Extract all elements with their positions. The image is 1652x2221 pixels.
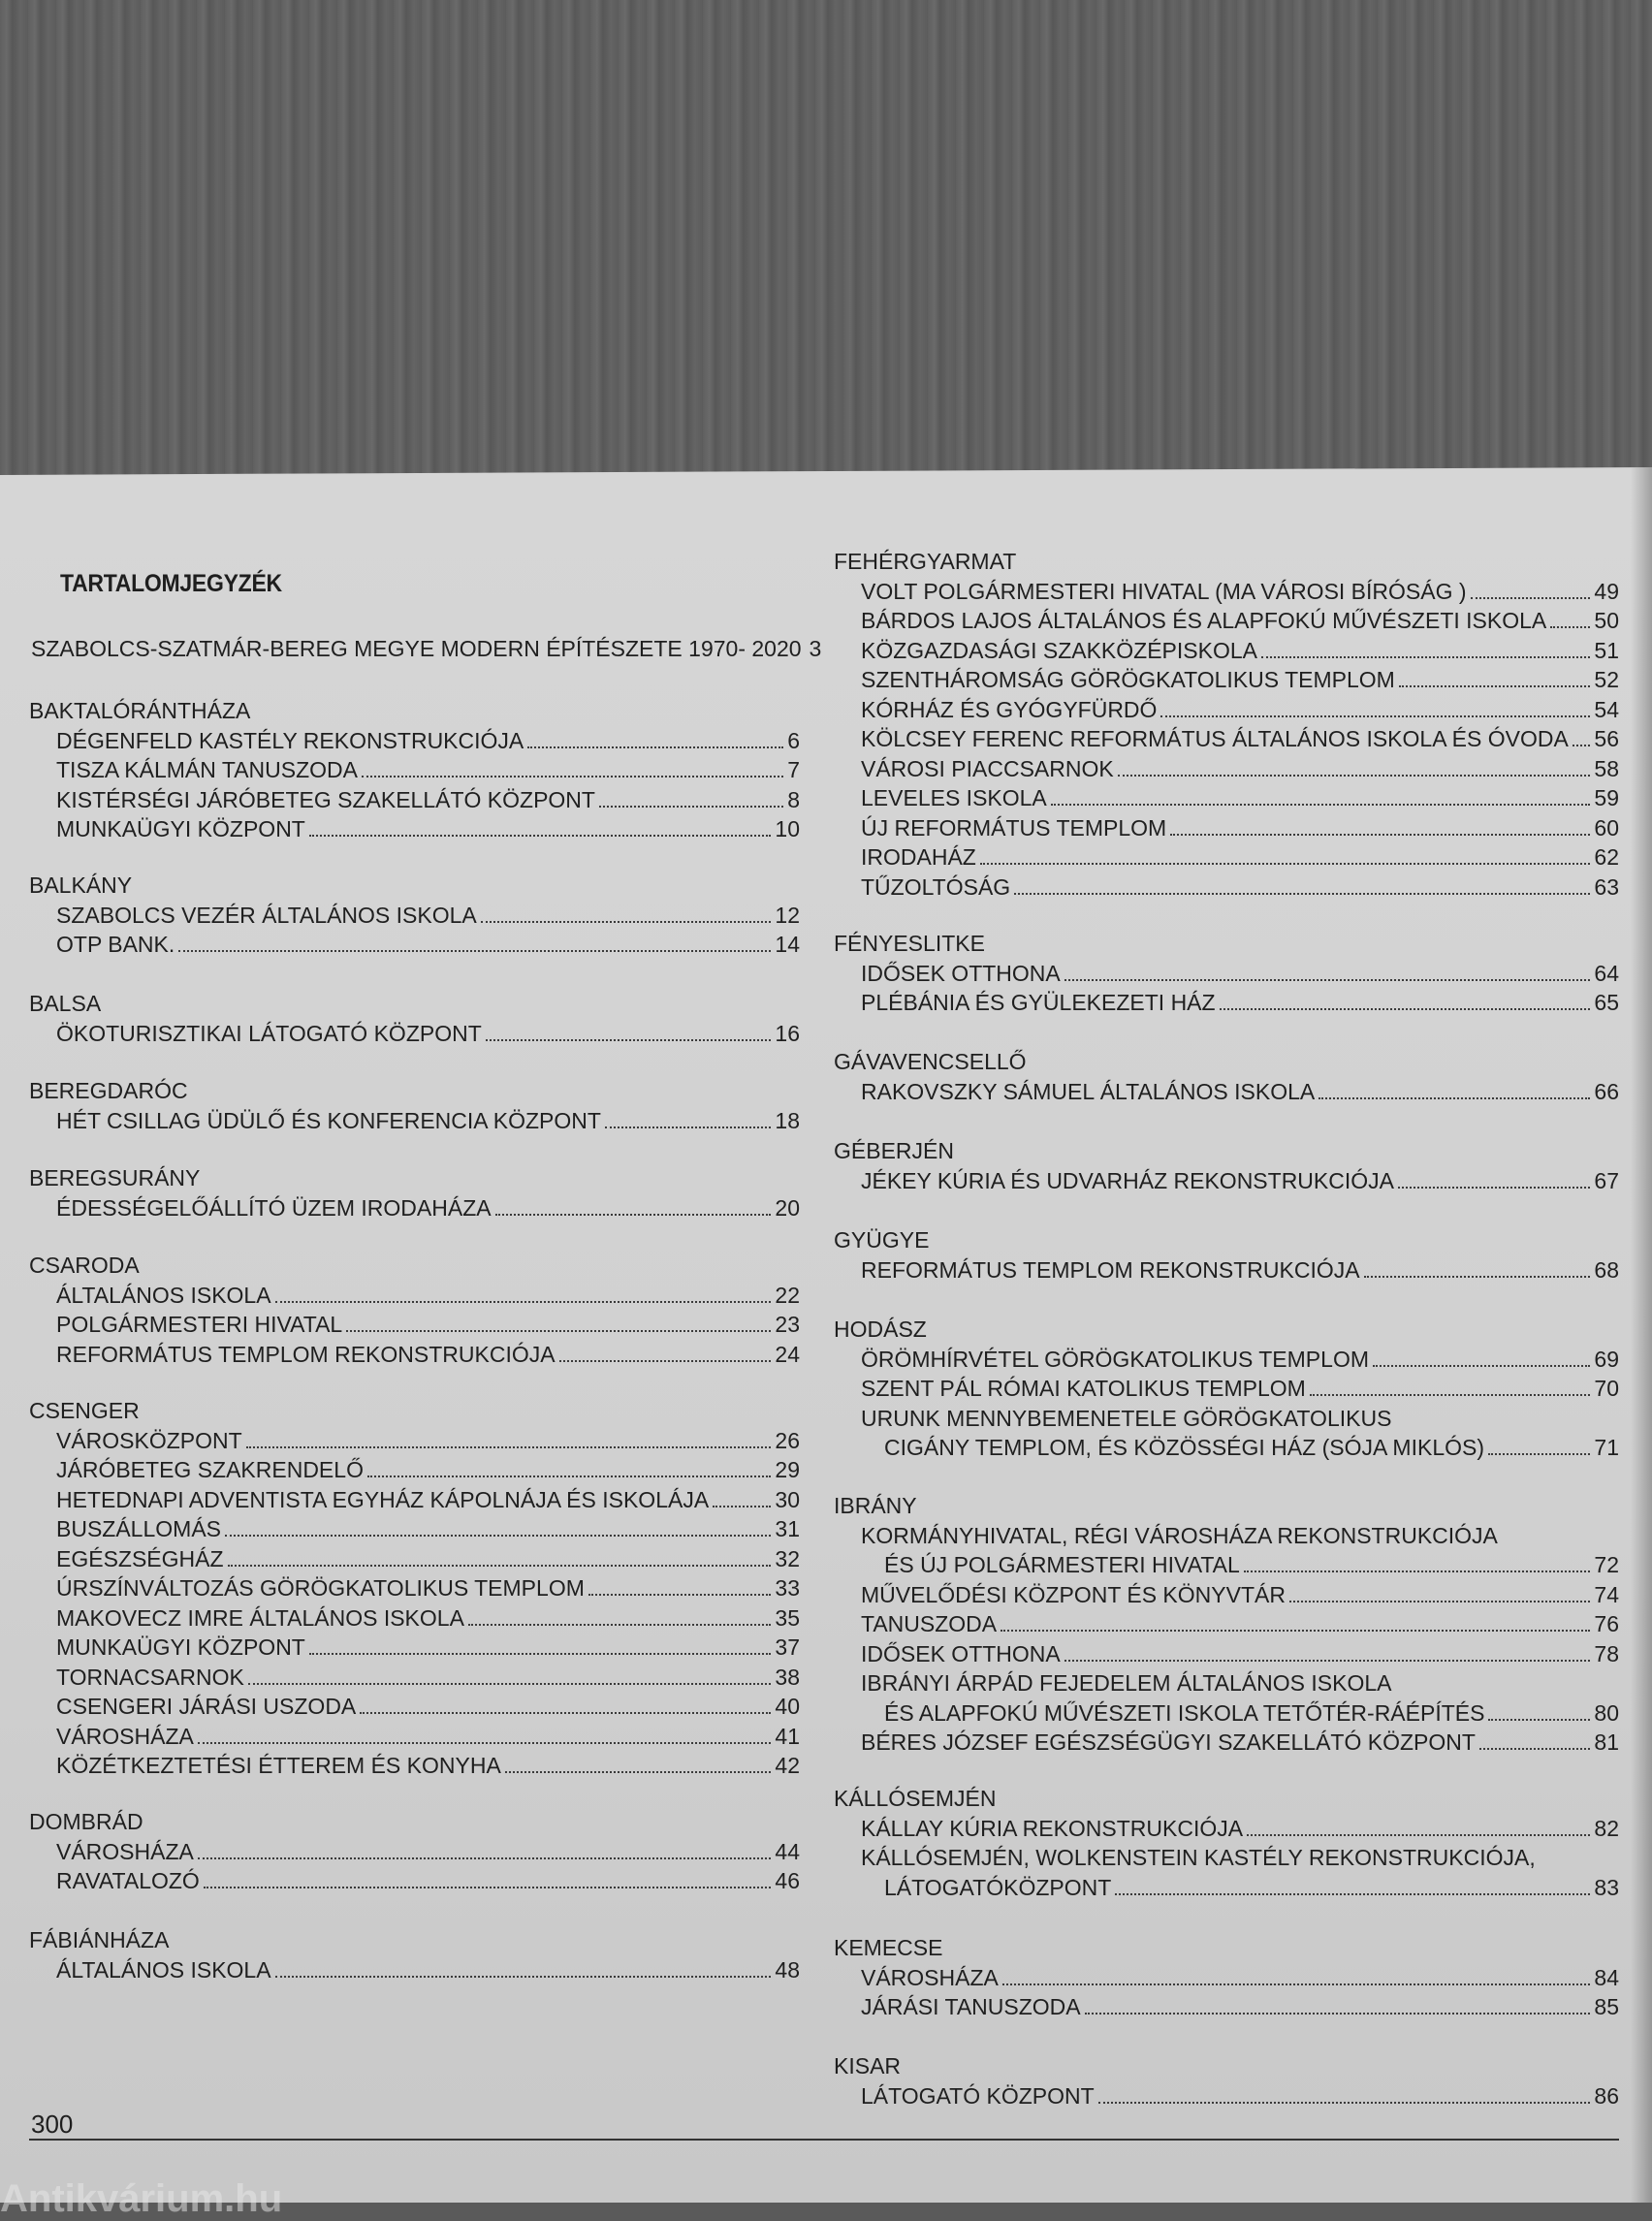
dot-leader — [486, 1039, 772, 1041]
dot-leader — [505, 1771, 772, 1773]
dot-leader — [1573, 745, 1591, 746]
toc-entry-title: IRODAHÁZ — [861, 844, 976, 870]
toc-city-heading: FÉNYESLITKE — [834, 931, 985, 956]
toc-entry-title: JÉKEY KÚRIA ÉS UDVARHÁZ REKONSTRUKCIÓJA — [861, 1167, 1394, 1193]
toc-entry-title: IDŐSEK OTTHONA — [861, 1640, 1061, 1666]
toc-city-heading: KÁLLÓSEMJÉN — [834, 1786, 997, 1811]
toc-entry-page: 58 — [1594, 755, 1619, 781]
toc-entry-title: MUNKAÜGYI KÖZPONT — [56, 1634, 305, 1660]
toc-entry — [884, 1552, 1619, 1577]
toc-entry — [861, 1994, 1619, 2019]
toc-entry-title: PLÉBÁNIA ÉS GYÜLEKEZETI HÁZ — [861, 990, 1216, 1015]
toc-entry — [861, 1079, 1619, 1104]
toc-entry-title: HETEDNAPI ADVENTISTA EGYHÁZ KÁPOLNÁJA ÉS ISKOLÁJA — [56, 1486, 710, 1512]
toc-entry-title: BÉRES JÓZSEF EGÉSZSÉGÜGYI SZAKELLÁTÓ KÖZPONT — [861, 1729, 1476, 1755]
dot-leader — [309, 835, 772, 837]
toc-entry — [56, 1957, 800, 1983]
toc-entry-page: 44 — [775, 1838, 800, 1864]
toc-city-heading: GÁVAVENCSELLŐ — [834, 1049, 1027, 1074]
dot-leader — [1064, 979, 1591, 981]
toc-entry-page: 48 — [775, 1956, 800, 1983]
toc-entry — [56, 1195, 800, 1221]
toc-entry-title: ÚJ REFORMÁTUS TEMPLOM — [861, 814, 1167, 841]
dot-leader — [468, 1624, 771, 1626]
toc-entry-page: 52 — [1594, 667, 1619, 692]
toc-entry-title-cont: ÉS ALAPFOKÚ MŰVÉSZETI ISKOLA TETŐTÉR-RÁÉPÍTÉS — [884, 1699, 1485, 1726]
dot-leader — [1488, 1453, 1590, 1455]
toc-entry-page: 10 — [775, 816, 800, 841]
toc-entry — [56, 1634, 800, 1660]
toc-entry-page: 20 — [775, 1194, 800, 1221]
dot-leader — [527, 746, 783, 748]
toc-entry-title: SZABOLCS VEZÉR ÁLTALÁNOS ISKOLA — [56, 902, 477, 928]
toc-entry-title: JÁRÓBETEG SZAKRENDELŐ — [56, 1457, 364, 1482]
toc-entry-title: ÁLTALÁNOS ISKOLA — [56, 1956, 271, 1983]
toc-entry — [56, 1312, 800, 1337]
toc-entry-title: TŰZOLTÓSÁG — [861, 873, 1011, 900]
toc-entry-page: 80 — [1594, 1699, 1619, 1726]
toc-entry — [56, 1575, 800, 1601]
toc-entry-title: VOLT POLGÁRMESTERI HIVATAL (MA VÁROSI BÍRÓSÁG ) — [861, 578, 1467, 604]
toc-city-heading: BALSA — [29, 991, 102, 1016]
toc-entry-page: 6 — [787, 727, 800, 753]
toc-entry — [861, 961, 1619, 986]
toc-entry-page: 24 — [775, 1341, 800, 1367]
toc-entry — [861, 726, 1619, 751]
toc-entry-page: 14 — [775, 932, 800, 957]
toc-city-heading: BALKÁNY — [29, 873, 133, 898]
toc-entry — [861, 1816, 1619, 1841]
toc-entry-page: 33 — [775, 1575, 800, 1601]
dot-leader — [1115, 1893, 1590, 1895]
toc-entry-page: 29 — [775, 1457, 800, 1482]
toc-entry — [861, 1257, 1619, 1283]
toc-entry — [861, 1965, 1619, 1990]
toc-entry-title: POLGÁRMESTERI HIVATAL — [56, 1312, 343, 1337]
toc-entry — [861, 990, 1619, 1015]
toc-entry-title: MŰVELŐDÉSI KÖZPONT ÉS KÖNYVTÁR — [861, 1581, 1286, 1607]
toc-entry — [56, 787, 800, 812]
toc-entry-page: 85 — [1594, 1994, 1619, 2019]
toc-entry-title: OTP BANK. — [56, 932, 175, 957]
toc-entry-title: MUNKAÜGYI KÖZPONT — [56, 816, 305, 841]
dot-leader — [360, 1712, 771, 1714]
wood-background — [0, 0, 1652, 504]
toc-entry — [861, 815, 1619, 841]
dot-leader — [1170, 834, 1590, 836]
toc-entry-page: 64 — [1594, 960, 1619, 986]
dot-leader — [980, 863, 1591, 865]
toc-entry-page: 16 — [775, 1020, 800, 1046]
toc-entry-title: KÖZÉTKEZTETÉSI ÉTTEREM ÉS KONYHA — [56, 1753, 501, 1778]
toc-entry-page: 42 — [775, 1753, 800, 1778]
toc-entry — [56, 932, 800, 957]
toc-entry-page: 63 — [1594, 873, 1619, 900]
toc-entry-page: 26 — [775, 1427, 800, 1453]
toc-city-heading: KISAR — [834, 2053, 902, 2078]
toc-entry — [884, 1875, 1619, 1900]
footer-rule — [29, 2139, 1619, 2141]
toc-entry-title: IBRÁNYI ÁRPÁD FEJEDELEM ÁLTALÁNOS ISKOLA — [861, 1670, 1392, 1696]
toc-entry — [56, 1487, 800, 1512]
dot-leader — [1488, 1719, 1590, 1721]
dot-leader — [309, 1653, 772, 1655]
dot-leader — [346, 1330, 771, 1332]
toc-entry-title: VÁROSHÁZA — [56, 1838, 194, 1864]
toc-entry-page: 70 — [1594, 1376, 1619, 1401]
dot-leader — [367, 1475, 771, 1477]
toc-city-heading: FEHÉRGYARMAT — [834, 549, 1017, 574]
toc-entry-page: 68 — [1594, 1256, 1619, 1283]
toc-entry-title: LEVELES ISKOLA — [861, 785, 1047, 810]
toc-entry-title: JÁRÁSI TANUSZODA — [861, 1994, 1081, 2019]
toc-entry-title: REFORMÁTUS TEMPLOM REKONSTRUKCIÓJA — [56, 1341, 556, 1367]
toc-entry-page: 23 — [775, 1312, 800, 1337]
toc-entry-page: 69 — [1594, 1346, 1619, 1372]
toc-intro-entry — [31, 636, 822, 661]
toc-entry-title: TANUSZODA — [861, 1611, 998, 1636]
toc-entry-page: 51 — [1594, 637, 1619, 663]
toc-entry-title-cont: CIGÁNY TEMPLOM, ÉS KÖZÖSSÉGI HÁZ (SÓJA MIKLÓS) — [884, 1435, 1485, 1460]
toc-entry-title: TORNACSARNOK — [56, 1664, 244, 1690]
dot-leader — [204, 1887, 772, 1888]
toc-entry-title: DÉGENFELD KASTÉLY REKONSTRUKCIÓJA — [56, 727, 524, 753]
toc-entry-page: 22 — [775, 1282, 800, 1308]
toc-entry-page: 76 — [1594, 1611, 1619, 1636]
toc-entry — [56, 1283, 800, 1308]
dot-leader — [1014, 893, 1590, 895]
toc-entry-title: VÁROSKÖZPONT — [56, 1427, 242, 1453]
toc-entry-title: VÁROSI PIACCSARNOK — [861, 755, 1114, 781]
toc-entry — [861, 608, 1619, 633]
toc-entry-page: 7 — [787, 757, 800, 782]
toc-entry — [884, 1700, 1619, 1726]
dot-leader — [495, 1214, 772, 1216]
toc-city-heading: BAKTALÓRÁNTHÁZA — [29, 698, 251, 723]
toc-entry-page: 41 — [775, 1723, 800, 1749]
dot-leader — [1244, 1571, 1591, 1572]
dot-leader — [1064, 1660, 1591, 1662]
dot-leader — [1001, 1630, 1590, 1632]
toc-entry-page: 67 — [1594, 1167, 1619, 1193]
toc-entry-page: 12 — [775, 902, 800, 928]
toc-entry-page: 54 — [1594, 696, 1619, 722]
toc-entry-page: 84 — [1594, 1964, 1619, 1990]
toc-city-heading: BEREGSURÁNY — [29, 1165, 201, 1190]
toc-entry — [56, 1516, 800, 1541]
toc-city-heading: GYÜGYE — [834, 1227, 930, 1253]
toc-entry-title-cont: ÉS ÚJ POLGÁRMESTERI HIVATAL — [884, 1552, 1240, 1577]
toc-entry-page: 8 — [787, 786, 800, 812]
toc-entry-page: 66 — [1594, 1078, 1619, 1104]
dot-leader — [1118, 775, 1591, 777]
toc-entry-title: HÉT CSILLAG ÜDÜLŐ ÉS KONFERENCIA KÖZPONT — [56, 1107, 601, 1133]
toc-entry — [861, 844, 1619, 870]
toc-entry-title: ÖRÖMHÍRVÉTEL GÖRÖGKATOLIKUS TEMPLOM — [861, 1346, 1369, 1372]
dot-leader — [275, 1976, 772, 1978]
dot-leader — [1051, 804, 1591, 806]
dot-leader — [588, 1594, 772, 1596]
toc-entry — [56, 1753, 800, 1778]
toc-entry-page: 18 — [775, 1107, 800, 1133]
toc-entry-page: 40 — [775, 1694, 800, 1719]
toc-city-heading: DOMBRÁD — [29, 1809, 143, 1834]
dot-leader — [599, 806, 783, 808]
toc-entry-page: 38 — [775, 1664, 800, 1690]
dot-leader — [1247, 1834, 1590, 1836]
toc-entry — [861, 1376, 1619, 1401]
toc-entry-title: KÖLCSEY FERENC REFORMÁTUS ÁLTALÁNOS ISKOLA ÉS ÓVODA — [861, 726, 1569, 751]
toc-entry — [56, 757, 800, 782]
toc-entry-page: 37 — [775, 1634, 800, 1660]
toc-entry-title: BUSZÁLLOMÁS — [56, 1516, 221, 1541]
toc-entry-page: 86 — [1594, 2082, 1619, 2109]
toc-entry-page: 72 — [1594, 1552, 1619, 1577]
toc-entry-title: ÉDESSÉGELŐÁLLÍTÓ ÜZEM IRODAHÁZA — [56, 1194, 492, 1221]
toc-entry-page: 65 — [1594, 990, 1619, 1015]
toc-entry-page: 56 — [1594, 726, 1619, 751]
page-number: 300 — [31, 2110, 74, 2139]
toc-entry — [861, 1641, 1619, 1666]
toc-entry — [861, 756, 1619, 781]
dot-leader — [481, 921, 772, 923]
dot-leader — [1261, 656, 1590, 658]
toc-city-heading: GÉBERJÉN — [834, 1138, 954, 1163]
toc-entry — [56, 1021, 800, 1046]
toc-entry — [861, 638, 1619, 663]
toc-entry-title: SZABOLCS-SZATMÁR-BEREG MEGYE MODERN ÉPÍTÉSZETE 1970- 2020 — [31, 636, 802, 661]
dot-leader — [362, 776, 783, 777]
toc-city-heading: BEREGDARÓC — [29, 1078, 188, 1103]
dot-leader — [1471, 597, 1591, 599]
toc-entry-title: KISTÉRSÉGI JÁRÓBETEG SZAKELLÁTÓ KÖZPONT — [56, 786, 595, 812]
toc-entry-title: ÚRSZÍNVÁLTOZÁS GÖRÖGKATOLIKUS TEMPLOM — [56, 1575, 585, 1601]
toc-entry — [56, 1665, 800, 1690]
toc-entry — [56, 1694, 800, 1719]
toc-entry — [861, 697, 1619, 722]
dot-leader — [1479, 1748, 1590, 1750]
toc-entry-page: 78 — [1594, 1640, 1619, 1666]
dot-leader — [225, 1535, 771, 1537]
toc-entry — [56, 1724, 800, 1749]
toc-entry-title: BÁRDOS LAJOS ÁLTALÁNOS ÉS ALAPFOKÚ MŰVÉSZETI ISKOLA — [861, 608, 1547, 633]
toc-entry-page: 46 — [775, 1868, 800, 1893]
toc-entry-title: URUNK MENNYBEMENETELE GÖRÖGKATOLIKUS — [861, 1405, 1392, 1431]
toc-entry-page: 35 — [775, 1604, 800, 1631]
toc-entry-title: ÁLTALÁNOS ISKOLA — [56, 1282, 271, 1308]
dot-leader — [1085, 2013, 1591, 2015]
toc-entry — [861, 579, 1619, 604]
dot-leader — [1098, 2102, 1591, 2104]
dot-leader — [605, 1126, 771, 1128]
toc-entry-title-cont: LÁTOGATÓKÖZPONT — [884, 1874, 1112, 1900]
toc-entry — [56, 903, 800, 928]
toc-entry — [861, 874, 1619, 900]
toc-entry-title: EGÉSZSÉGHÁZ — [56, 1545, 224, 1571]
toc-entry — [56, 1839, 800, 1864]
dot-leader — [275, 1301, 772, 1303]
toc-entry-title: KÖZGAZDASÁGI SZAKKÖZÉPISKOLA — [861, 637, 1257, 663]
toc-entry — [861, 667, 1619, 692]
toc-entry-title: KORMÁNYHIVATAL, RÉGI VÁROSHÁZA REKONSTRUKCIÓJA — [861, 1522, 1498, 1548]
toc-entry-page: 62 — [1594, 844, 1619, 870]
page-edge-shadow — [1631, 467, 1652, 2203]
toc-entry — [861, 1347, 1619, 1372]
dot-leader — [1398, 1187, 1590, 1189]
toc-entry-title: RAKOVSZKY SÁMUEL ÁLTALÁNOS ISKOLA — [861, 1078, 1316, 1104]
toc-entry-page: 31 — [775, 1516, 800, 1541]
toc-entry-page: 30 — [775, 1486, 800, 1512]
toc-entry — [861, 1611, 1619, 1636]
toc-entry — [56, 1342, 800, 1367]
page-title: TARTALOMJEGYZÉK — [60, 570, 282, 597]
dot-leader — [1318, 1097, 1590, 1099]
dot-leader — [1310, 1394, 1591, 1396]
dot-leader — [1220, 1008, 1591, 1010]
toc-entry-page: 60 — [1594, 814, 1619, 841]
toc-entry-title: LÁTOGATÓ KÖZPONT — [861, 2082, 1095, 2109]
toc-entry — [56, 1546, 800, 1571]
dot-leader — [1289, 1601, 1590, 1602]
dot-leader — [1373, 1365, 1590, 1367]
toc-entry-title: RAVATALOZÓ — [56, 1868, 200, 1893]
toc-entry-page: 32 — [775, 1545, 800, 1571]
dot-leader — [713, 1506, 771, 1507]
toc-entry-page: 3 — [809, 636, 822, 661]
toc-entry — [56, 816, 800, 841]
toc-city-heading: HODÁSZ — [834, 1317, 927, 1342]
toc-entry — [56, 1457, 800, 1482]
toc-entry-title: SZENTHÁROMSÁG GÖRÖGKATOLIKUS TEMPLOM — [861, 667, 1395, 692]
toc-entry-title: KÁLLAY KÚRIA REKONSTRUKCIÓJA — [861, 1815, 1244, 1841]
dot-leader — [1364, 1276, 1591, 1278]
toc-city-heading: FÁBIÁNHÁZA — [29, 1927, 170, 1952]
dot-leader — [198, 1742, 772, 1744]
toc-entry — [56, 1868, 800, 1893]
toc-entry-title: IDŐSEK OTTHONA — [861, 960, 1061, 986]
toc-entry — [861, 1582, 1619, 1607]
toc-entry-title: VÁROSHÁZA — [56, 1723, 194, 1749]
toc-city-heading: CSARODA — [29, 1253, 140, 1278]
toc-entry-page: 81 — [1594, 1729, 1619, 1755]
toc-entry-title: ÖKOTURISZTIKAI LÁTOGATÓ KÖZPONT — [56, 1020, 482, 1046]
toc-entry — [861, 1729, 1619, 1755]
dot-leader — [198, 1857, 772, 1859]
toc-entry-page: 59 — [1594, 785, 1619, 810]
toc-entry — [861, 1168, 1619, 1193]
toc-entry — [56, 1108, 800, 1133]
dot-leader — [559, 1360, 772, 1362]
dot-leader — [178, 950, 771, 952]
toc-city-heading: IBRÁNY — [834, 1493, 917, 1518]
toc-entry-page: 82 — [1594, 1815, 1619, 1841]
toc-entry — [56, 1428, 800, 1453]
toc-entry-page: 49 — [1594, 578, 1619, 604]
toc-city-heading: CSENGER — [29, 1398, 140, 1423]
toc-entry-page: 50 — [1594, 608, 1619, 633]
toc-city-heading: KEMECSE — [834, 1935, 943, 1960]
toc-entry — [884, 1435, 1619, 1460]
toc-entry-title: KÓRHÁZ ÉS GYÓGYFÜRDŐ — [861, 696, 1158, 722]
dot-leader — [1002, 1983, 1591, 1985]
dot-leader — [1550, 626, 1590, 628]
toc-entry-title: CSENGERI JÁRÁSI USZODA — [56, 1694, 357, 1719]
dot-leader — [1399, 685, 1591, 687]
toc-entry-title: TISZA KÁLMÁN TANUSZODA — [56, 757, 358, 782]
toc-entry-title: VÁROSHÁZA — [861, 1964, 999, 1990]
toc-entry-title: KÁLLÓSEMJÉN, WOLKENSTEIN KASTÉLY REKONSTRUKCIÓJA, — [861, 1845, 1536, 1870]
toc-entry — [56, 728, 800, 753]
toc-entry-title: REFORMÁTUS TEMPLOM REKONSTRUKCIÓJA — [861, 1256, 1360, 1283]
toc-entry-title: SZENT PÁL RÓMAI KATOLIKUS TEMPLOM — [861, 1376, 1306, 1401]
toc-entry — [861, 2083, 1619, 2109]
watermark: Antikvárium.hu — [0, 2177, 283, 2220]
dot-leader — [248, 1683, 772, 1685]
toc-entry-title: MAKOVECZ IMRE ÁLTALÁNOS ISKOLA — [56, 1604, 464, 1631]
toc-entry-page: 83 — [1594, 1874, 1619, 1900]
toc-entry — [56, 1605, 800, 1631]
toc-entry-page: 71 — [1594, 1435, 1619, 1460]
toc-entry — [861, 785, 1619, 810]
dot-leader — [1160, 715, 1590, 717]
toc-entry-page: 74 — [1594, 1581, 1619, 1607]
dot-leader — [228, 1565, 772, 1567]
dot-leader — [246, 1446, 772, 1448]
